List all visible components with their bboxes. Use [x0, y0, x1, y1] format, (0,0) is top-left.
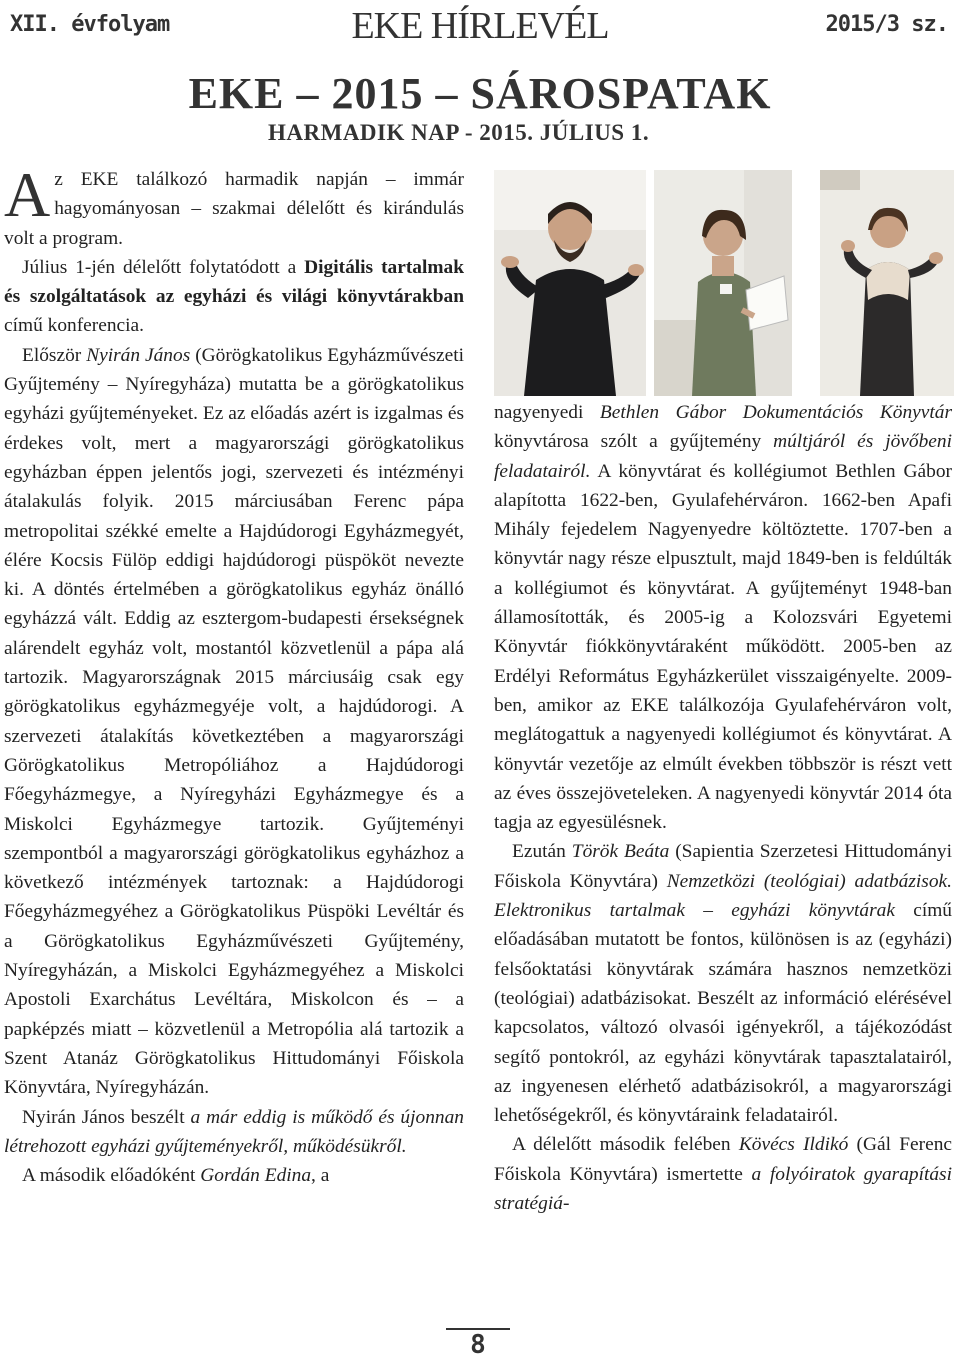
article-title: EKE – 2015 – SÁROSPATAK — [188, 69, 772, 118]
photo-strip — [494, 170, 954, 396]
issue-label: 2015/3 sz. — [825, 12, 948, 37]
volume-label: XII. évfolyam — [10, 12, 170, 37]
right-column — [494, 398, 952, 1218]
intro-paragraph: Az EKE találkozó harmadik napján – immár hagyományosan – szakmai délelőtt és kirándulás volt a program. — [4, 159, 464, 249]
paragraph: A második előadóként Gordán Edina, a — [22, 1165, 330, 1187]
paragraph: Ezután Török Beáta (Sapientia Szerzetesi Hittudományi Főiskola Könyvtára) Nemzetközi (teológiai) adatbázisok. Elektronikus tartalmak – egyházi könyvtárak című előadásában mutatott be fontos, különösen is az (egyházi) felsőoktatási könyvtárak számára hasznos nemzetközi (teológiai) adatbázisokat. Beszélt az információ elérésével kapcsolatos, változó olvasói igényekről, a tájékozódást segítő pontokról, az egyházi könyvtárak tapasztalatairól, az ingyenesen elérhető adatbázisokról, a magyarországi lehetőségekről, és könyvtáraink feladatairól. — [494, 841, 953, 1127]
photo-speaker-priest — [494, 170, 646, 396]
left-column — [4, 159, 464, 1190]
page-number: 8 — [470, 1330, 486, 1360]
paragraph: A délelőtt második felében Kövécs Ildikó (Gál Ferenc Főiskola Könyvtára) ismertette a folyóiratok gyarapítási stratégiá- — [494, 1134, 952, 1215]
page-header — [0, 0, 960, 47]
paragraph: Nyirán János beszélt a már eddig is működő és újonnan létrehozott egyházi gyűjteményekről, működésükről. — [4, 1106, 464, 1157]
paragraph: Július 1-jén délelőtt folytatódott a Digitális tartalmak és szolgáltatások az egyházi és világi könyvtárakban című konferencia. — [4, 256, 464, 337]
photo-speaker-woman-gesturing — [820, 170, 954, 396]
paragraph: Először Nyirán János (Görögkatolikus Egyházművészeti Gyűjtemény – Nyíregyháza) mutatta be a görögkatolikus egyházi gyűjteményeket. Ez az előadás azért is izgalmas és érdekes volt, mert a magyarországi görögkatolikus egyházban éppen jelentős jogi, szervezeti és intézményi átalakulás folyik. 2015 márciusában Ferenc pápa metropolitai székké emelte a Hajdúdorogi Egyházmegyét, élére Kocsis Fülöp eddigi hajdúdorogi püspököt nevezte ki. A döntés értelmében a görögkatolikus egyház önálló egyházzá vált. Eddig az esztergom-budapesti érsekségnek alárendelt egyház volt, mostantól közvetlenül a pápa alá tartozik. Magyarországnak 2015 márciusáig csak egy görögkatolikus egyházmegyéje volt, a hajdúdorogi. A szervezeti átalakítás következtében a magyarországi Görögkatolikus Metropóliához a Hajdúdorogi Főegyházmegye, a Nyíregyházi Egyházmegye és a Miskolci Egyházmegye tartozik. Gyűjteményi szempontból a magyarországi görögkatolikus egyházhoz a következő intézmények tartoznak: a Hajdúdorogi Főegyházmegyéhez a Görögkatolikus Püspöki Levéltár és a Görögkatolikus Egyházművészeti Gyűjtemény, Nyíregyházán, a Miskolci Egyházmegyéhez a Miskolci Apostoli Exarchátus Levéltára, Miskolcon és – a papképzés miatt – közvetlenül a Metropólia alá tartozik a Szent Atanáz Görögkatolikus Hittudományi Főiskola Könyvtára, Nyíregyházán. — [4, 344, 464, 1099]
photo-speaker-woman-reading — [654, 170, 792, 396]
drop-cap: A — [4, 159, 51, 230]
newsletter-name: EKE HÍRLEVÉL — [351, 5, 609, 47]
paragraph: nagyenyedi Bethlen Gábor Dokumentációs Könyvtár könyvtárosa szólt a gyűjtemény múltjáról és jövőbeni feladatairól. A könyvtárat és kollégiumot Bethlen Gábor alapította 1622-ben, Gyulafehérváron. 1662-ben Apafi Mihály fejedelem Nagyenyedre költöztette. 1707-ben a könyvtár nagy része elpusztult, majd 1849-ben is feldúlták a kollégiumot és könyvtárat. A gyűjteményt 1948-ban államosították, és 2005-ig a Kolozsvári Egyetemi Könyvtár fiókkönyvtáraként működött. 2005-ben az Erdélyi Református Egyházkerület visszaigényelte. 2009-ben, amikor az EKE találkozója Gyulafehérváron volt, meglátogattuk a nagyenyedi kollégiumot és könyvtárat. A könyvtár vezetője az elmúlt években többször is részt vett az éves összejöveteleken. A nagyenyedi könyvtár 2014 óta tagja az egyesülésnek. — [494, 402, 952, 834]
article-subtitle: HARMADIK NAP - 2015. JÚLIUS 1. — [268, 120, 650, 145]
